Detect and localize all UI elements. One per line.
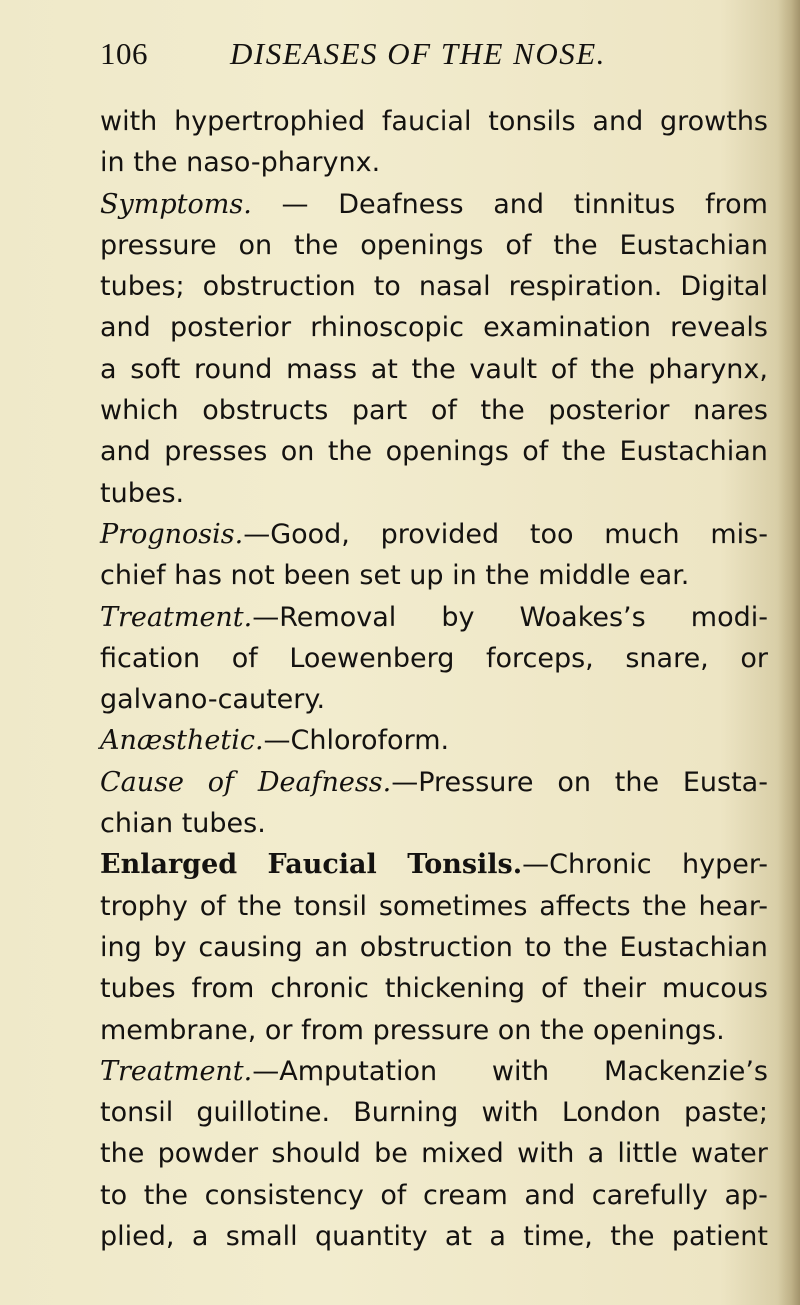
word: by	[441, 601, 475, 633]
word: the	[485, 560, 530, 592]
word: the	[610, 1221, 655, 1253]
word: a	[587, 1138, 605, 1170]
word: guillotine.	[196, 1097, 331, 1129]
word: the	[561, 436, 606, 468]
word: naso-pharynx.	[186, 147, 381, 179]
word: pressure	[372, 1014, 490, 1046]
word: forceps,	[485, 642, 594, 674]
word: of	[380, 1179, 407, 1211]
subheading-word: Cause	[100, 766, 184, 798]
word: to	[100, 1179, 128, 1211]
word: a	[100, 353, 117, 385]
running-head: DISEASES OF THE NOSE.	[230, 36, 606, 71]
word: tubes;	[100, 271, 185, 303]
word: been	[283, 560, 351, 592]
word: in	[100, 147, 125, 179]
word: obstruction	[359, 931, 513, 963]
word: mass	[286, 353, 358, 385]
word: or	[740, 642, 768, 674]
word: mis-	[710, 518, 768, 550]
word: growths	[659, 106, 768, 137]
word: of	[522, 436, 549, 468]
word: and	[100, 436, 151, 468]
subheading-word: Prognosis.	[100, 518, 244, 550]
word: chian	[100, 808, 174, 840]
word: presses	[164, 436, 268, 468]
word: faucial	[381, 106, 472, 137]
word: openings	[385, 436, 509, 468]
word: respiration.	[508, 271, 663, 303]
word: a	[191, 1221, 209, 1253]
word: obstructs	[202, 395, 329, 427]
word: small	[225, 1221, 298, 1253]
text-line	[100, 431, 768, 472]
text-line	[100, 1216, 768, 1257]
word: water	[690, 1138, 768, 1170]
page-edge-shadow	[778, 0, 800, 1305]
word: Burning	[353, 1097, 459, 1129]
word: the	[100, 1138, 145, 1170]
word	[268, 844, 377, 885]
subheading-word: Treatment.	[100, 601, 253, 633]
word: the	[237, 890, 282, 922]
word: Eusta-	[682, 766, 768, 798]
word: ing	[100, 931, 142, 963]
word: time,	[523, 1221, 593, 1253]
word: to	[524, 931, 552, 963]
text-line	[100, 803, 768, 844]
word: provided	[380, 518, 500, 550]
section-heading-word: Enlarged	[100, 849, 238, 881]
word: examination	[483, 312, 652, 344]
word	[407, 844, 651, 885]
word: modi-	[690, 601, 768, 633]
word: Eustachian	[619, 931, 768, 963]
word: powder	[157, 1138, 259, 1170]
word	[208, 762, 234, 803]
text-line	[100, 844, 768, 885]
word: by	[153, 931, 187, 963]
word: much	[604, 518, 680, 550]
word	[100, 184, 252, 225]
text-line	[100, 555, 768, 596]
word: up	[409, 560, 444, 592]
word-tail: —Amputation	[252, 1055, 438, 1087]
word: the	[614, 766, 660, 798]
word: has	[174, 560, 222, 592]
word-tail: —Good,	[243, 518, 350, 550]
word	[100, 597, 396, 638]
word: set	[359, 560, 401, 592]
word: galvano-cautery.	[100, 684, 326, 716]
word: of	[505, 229, 532, 261]
text-line	[100, 968, 768, 1009]
text-line	[100, 307, 768, 348]
text-line	[100, 514, 768, 555]
word: —	[281, 188, 309, 220]
word: part	[351, 395, 408, 427]
word: London	[561, 1097, 661, 1129]
word	[100, 844, 237, 885]
word: with	[491, 1055, 550, 1087]
word: the	[642, 890, 687, 922]
word: of	[550, 353, 577, 385]
word: Eustachian	[619, 229, 768, 261]
word: posterior	[169, 312, 292, 344]
text-line	[100, 679, 768, 720]
word: the	[294, 229, 339, 261]
word: be	[374, 1138, 408, 1170]
word: nasal	[418, 271, 491, 303]
text-line	[100, 1010, 768, 1051]
word: and	[524, 1179, 576, 1211]
word: pressure	[100, 229, 217, 261]
word: trophy	[100, 890, 188, 922]
word: a	[489, 1221, 506, 1253]
word: chronic	[270, 973, 369, 1005]
word: mucous	[661, 973, 768, 1005]
word: of	[231, 642, 258, 674]
word: quantity	[314, 1221, 428, 1253]
text-line	[100, 1133, 768, 1174]
text-line	[100, 597, 768, 638]
word: openings	[360, 229, 484, 261]
word: hypertrophied	[174, 106, 366, 137]
word: from	[705, 188, 768, 220]
page-number: 106	[100, 36, 148, 71]
word: tonsil	[100, 1097, 174, 1129]
word: sometimes	[378, 890, 528, 922]
word: membrane,	[100, 1014, 257, 1046]
word: hear-	[698, 890, 768, 922]
word: pharynx,	[648, 353, 768, 385]
word-tail: —Removal	[252, 601, 397, 633]
word: vault	[469, 353, 538, 385]
text-line	[100, 927, 768, 968]
word: the	[553, 229, 598, 261]
word: to	[373, 271, 401, 303]
word: hyper-	[682, 849, 768, 881]
subheading-word: Anæsthetic.	[100, 725, 264, 757]
text-line	[100, 184, 768, 225]
word: posterior	[548, 395, 670, 427]
word: on	[497, 1014, 532, 1046]
word: ear.	[639, 560, 690, 592]
word: from	[191, 973, 255, 1005]
word: soft	[130, 353, 181, 385]
word: too	[529, 518, 574, 550]
word: snare,	[625, 642, 709, 674]
word: Woakes’s	[519, 601, 646, 633]
word: openings.	[592, 1014, 725, 1046]
word: mixed	[421, 1138, 504, 1170]
subheading-word: Deafness.	[257, 766, 392, 798]
word: the	[563, 931, 608, 963]
word: chief	[100, 560, 166, 592]
text-line	[100, 638, 768, 679]
word: of	[199, 890, 226, 922]
word: in	[452, 560, 477, 592]
text-line	[100, 886, 768, 927]
text-line	[100, 720, 768, 761]
word: thickening	[384, 973, 526, 1005]
word-tail: —Chloroform.	[263, 725, 450, 757]
word: or	[264, 1014, 293, 1046]
word: affects	[539, 890, 631, 922]
word: round	[194, 353, 273, 385]
word: which	[100, 395, 179, 427]
body-text	[100, 101, 768, 1257]
word: ap-	[724, 1179, 768, 1211]
word	[258, 762, 534, 803]
word	[100, 720, 449, 761]
word: rhinoscopic	[310, 312, 465, 344]
text-line	[100, 762, 768, 803]
word: reveals	[670, 312, 768, 344]
word: paste;	[683, 1097, 768, 1129]
word	[100, 1051, 437, 1092]
word: their	[583, 973, 646, 1005]
word: with	[481, 1097, 539, 1129]
word: middle	[538, 560, 631, 592]
word: an	[314, 931, 349, 963]
word: Mackenzie’s	[603, 1055, 768, 1087]
text-line	[100, 101, 768, 142]
text-line	[100, 1051, 768, 1092]
word: the	[480, 395, 525, 427]
word: at	[444, 1221, 473, 1253]
word	[100, 514, 350, 555]
word: causing	[198, 931, 303, 963]
word: at	[370, 353, 398, 385]
word: plied,	[100, 1221, 175, 1253]
word: from	[301, 1014, 364, 1046]
text-line	[100, 142, 768, 183]
text-line	[100, 473, 768, 514]
word: Eustachian	[619, 436, 768, 468]
word: Deafness	[338, 188, 464, 220]
word: the	[590, 353, 635, 385]
word: patient	[671, 1221, 768, 1253]
subheading-word: of	[207, 766, 235, 798]
word: of	[430, 395, 457, 427]
word: the	[133, 147, 178, 179]
word	[100, 762, 184, 803]
text-line	[100, 1175, 768, 1216]
word: cream	[423, 1179, 508, 1211]
word-tail: —Pressure	[391, 766, 534, 798]
word: tubes	[100, 973, 176, 1005]
word: obstruction	[202, 271, 356, 303]
word: and	[592, 106, 644, 137]
word: and	[493, 188, 545, 220]
text-line	[100, 266, 768, 307]
text-line	[100, 1092, 768, 1133]
word-tail: —Chronic	[522, 849, 652, 881]
word: carefully	[591, 1179, 708, 1211]
text-line	[100, 390, 768, 431]
word: the	[327, 436, 373, 468]
text-line	[100, 225, 768, 266]
word: on	[238, 229, 273, 261]
word: fication	[100, 642, 201, 674]
section-heading-word: Faucial	[267, 849, 377, 881]
word: tonsils	[488, 106, 576, 137]
word: Digital	[680, 271, 768, 303]
text-line	[100, 349, 768, 390]
page-header	[100, 36, 740, 76]
word: tinnitus	[573, 188, 676, 220]
subheading-word: Treatment.	[100, 1055, 253, 1087]
word: of	[541, 973, 568, 1005]
word: with	[517, 1138, 575, 1170]
word: nares	[693, 395, 768, 427]
word: the	[411, 353, 456, 385]
word: tubes.	[100, 477, 185, 509]
word: on	[280, 436, 315, 468]
word: little	[617, 1138, 678, 1170]
word: Loewenberg	[289, 642, 455, 674]
word: tonsil	[293, 890, 368, 922]
word: not	[230, 560, 275, 592]
section-heading-word: Tonsils.	[407, 849, 523, 881]
word: tubes.	[181, 808, 266, 840]
word: the	[540, 1014, 585, 1046]
word: with	[100, 106, 158, 137]
word: and	[100, 312, 151, 344]
word: should	[271, 1138, 361, 1170]
word: consistency	[204, 1179, 364, 1211]
word: on	[557, 766, 591, 798]
word: the	[143, 1179, 188, 1211]
subheading-word: Symptoms.	[100, 188, 252, 220]
